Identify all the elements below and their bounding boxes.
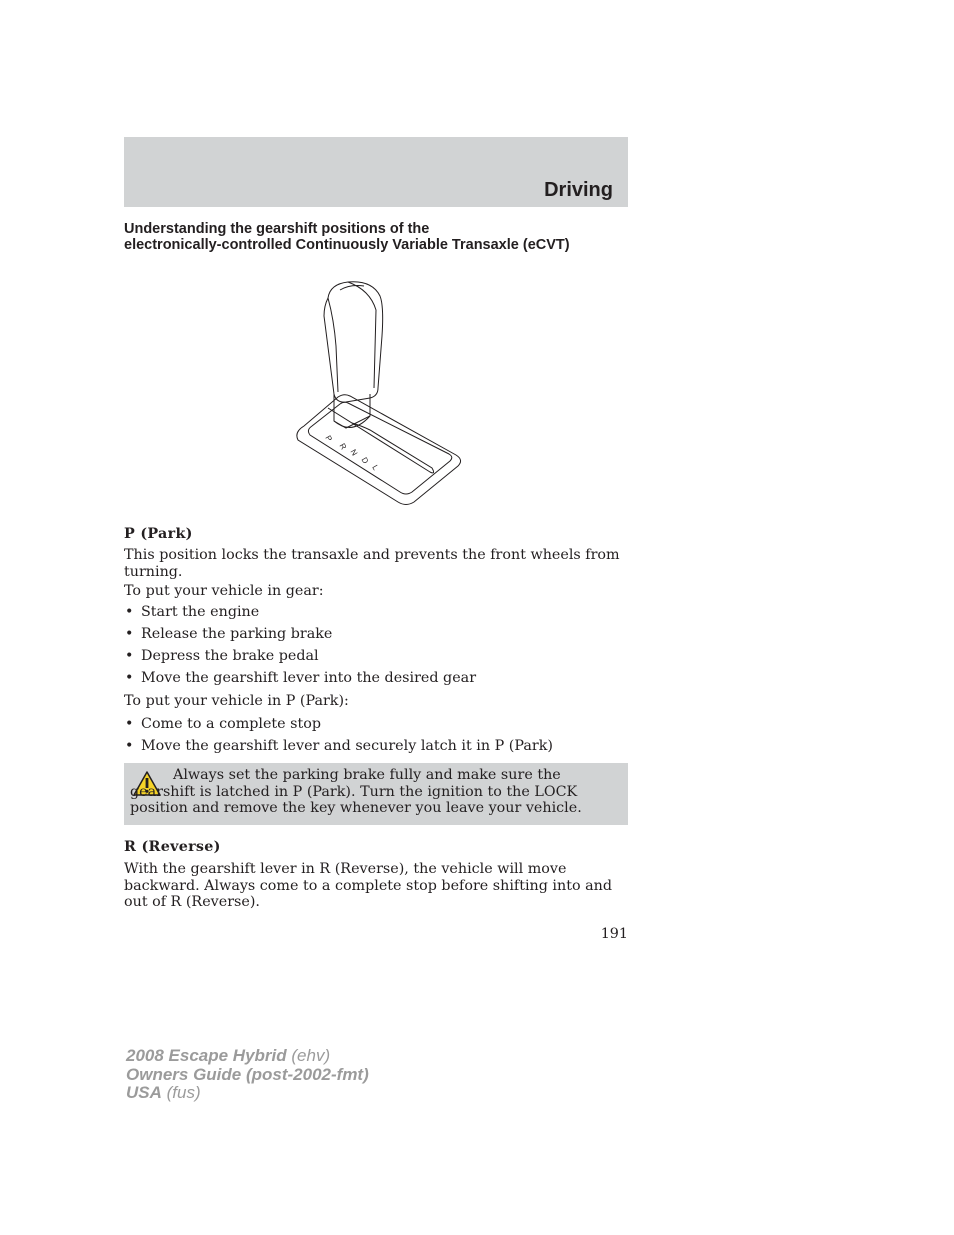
gear-label-d: D xyxy=(359,455,371,466)
page-heading xyxy=(124,221,644,253)
to-park-steps xyxy=(124,716,628,760)
page-heading-line-1: Understanding the gearshift positions of the xyxy=(124,221,430,237)
list-item: • Move the gearshift lever and securely latch it in P (Park) xyxy=(125,738,553,754)
footer-line-3: USA (fus) xyxy=(126,1083,201,1102)
footer-line-2: Owners Guide (post-2002-fmt) xyxy=(126,1064,369,1084)
document-footer xyxy=(126,1047,369,1103)
in-gear-intro: To put your vehicle in gear: xyxy=(124,583,324,599)
gear-label-r: R xyxy=(337,441,349,452)
warning-box xyxy=(124,763,628,825)
gear-label-p: P xyxy=(323,433,334,444)
gearshift-figure xyxy=(290,276,466,508)
page-heading-line-2: electronically-controlled Continuously Variable Transaxle (eCVT) xyxy=(124,237,570,253)
list-item: • Come to a complete stop xyxy=(125,716,322,732)
list-item: • Move the gearshift lever into the desired gear xyxy=(125,670,477,686)
reverse-heading: R (Reverse) xyxy=(124,839,221,855)
gear-label-n: N xyxy=(348,447,360,458)
park-heading: P (Park) xyxy=(124,526,193,542)
footer-line-1: 2008 Escape Hybrid (ehv) xyxy=(126,1046,331,1065)
in-gear-steps xyxy=(124,604,628,692)
list-item: • Start the engine xyxy=(125,604,260,620)
gearshift-lever-icon xyxy=(290,276,466,508)
list-item: • Release the parking brake xyxy=(125,626,333,642)
section-header-band xyxy=(124,137,628,207)
to-park-intro: To put your vehicle in P (Park): xyxy=(124,693,349,709)
park-description: This position locks the transaxle and prevents the front wheels from turning. xyxy=(124,547,620,580)
list-item: • Depress the brake pedal xyxy=(125,648,319,664)
page-number: 191 xyxy=(600,926,628,942)
warning-text: Always set the parking brake fully and make sure the gearshift is latched in P (Park). Turn the ignition to the LOCK position and remove the key whenever you leave your vehicle. xyxy=(130,767,582,816)
reverse-description: With the gearshift lever in R (Reverse), the vehicle will move backward. Always come to a complete stop before shifting into and out of R (Reverse). xyxy=(124,861,612,910)
section-title: Driving xyxy=(544,179,613,201)
gear-label-l: L xyxy=(370,463,381,472)
